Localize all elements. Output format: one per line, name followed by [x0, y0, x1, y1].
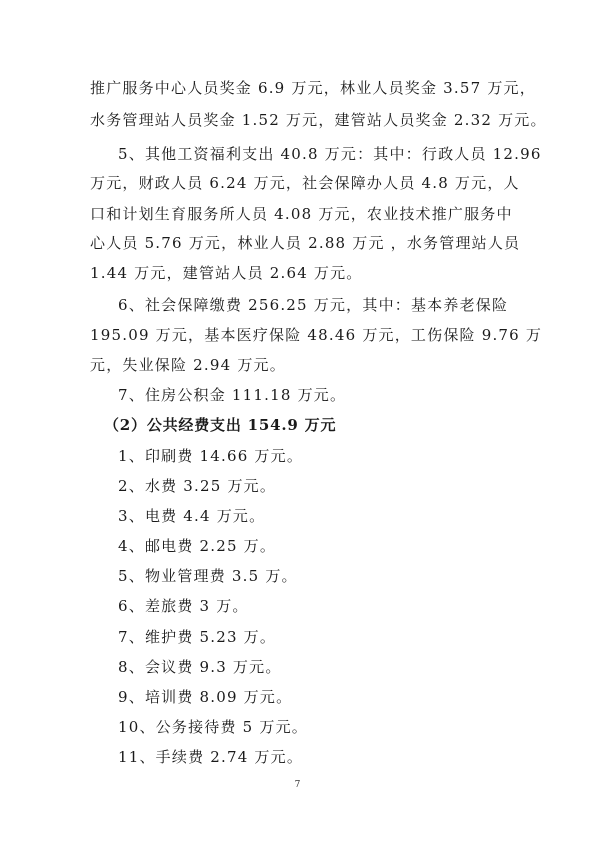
list-item: 9、培训费 8.09 万元。 [118, 688, 293, 706]
text-line: 5、其他工资福利支出 40.8 万元：其中：行政人员 12.96 [118, 145, 542, 163]
text-line: 口和计划生育服务所人员 4.08 万元，农业技术推广服务中 [90, 205, 513, 223]
text-line: 7、住房公积金 111.18 万元。 [118, 386, 347, 404]
text-line: 6、社会保障缴费 256.25 万元，其中：基本养老保险 [118, 296, 509, 314]
list-item: 10、公务接待费 5 万元。 [118, 718, 308, 736]
list-item: 5、物业管理费 3.5 万。 [118, 567, 298, 585]
text-line: 心人员 5.76 万元，林业人员 2.88 万元 ，水务管理站人员 [90, 234, 521, 252]
text-line: 推广服务中心人员奖金 6.9 万元，林业人员奖金 3.57 万元， [90, 79, 536, 97]
list-item: 4、邮电费 2.25 万。 [118, 537, 277, 555]
list-item: 8、会议费 9.3 万元。 [118, 658, 282, 676]
list-item: 2、水费 3.25 万元。 [118, 477, 277, 495]
list-item: 1、印刷费 14.66 万元。 [118, 447, 304, 465]
list-item: 6、差旅费 3 万。 [118, 597, 249, 615]
list-item: 11、手续费 2.74 万元。 [118, 748, 304, 766]
text-line: 水务管理站人员奖金 1.52 万元，建管站人员奖金 2.32 万元。 [90, 111, 547, 129]
text-line: 元，失业保险 2.94 万元。 [90, 356, 286, 374]
list-item: 7、维护费 5.23 万。 [118, 628, 277, 646]
text-line: 1.44 万元，建管站人员 2.64 万元。 [90, 264, 363, 282]
text-line: 195.09 万元，基本医疗保险 48.46 万元，工伤保险 9.76 万 [90, 326, 543, 344]
page-number: 7 [294, 780, 301, 790]
list-item: 3、电费 4.4 万元。 [118, 507, 266, 525]
section-heading: （2）公共经费支出 154.9 万元 [104, 416, 337, 434]
text-line: 万元，财政人员 6.24 万元，社会保障办人员 4.8 万元，人 [90, 174, 520, 192]
